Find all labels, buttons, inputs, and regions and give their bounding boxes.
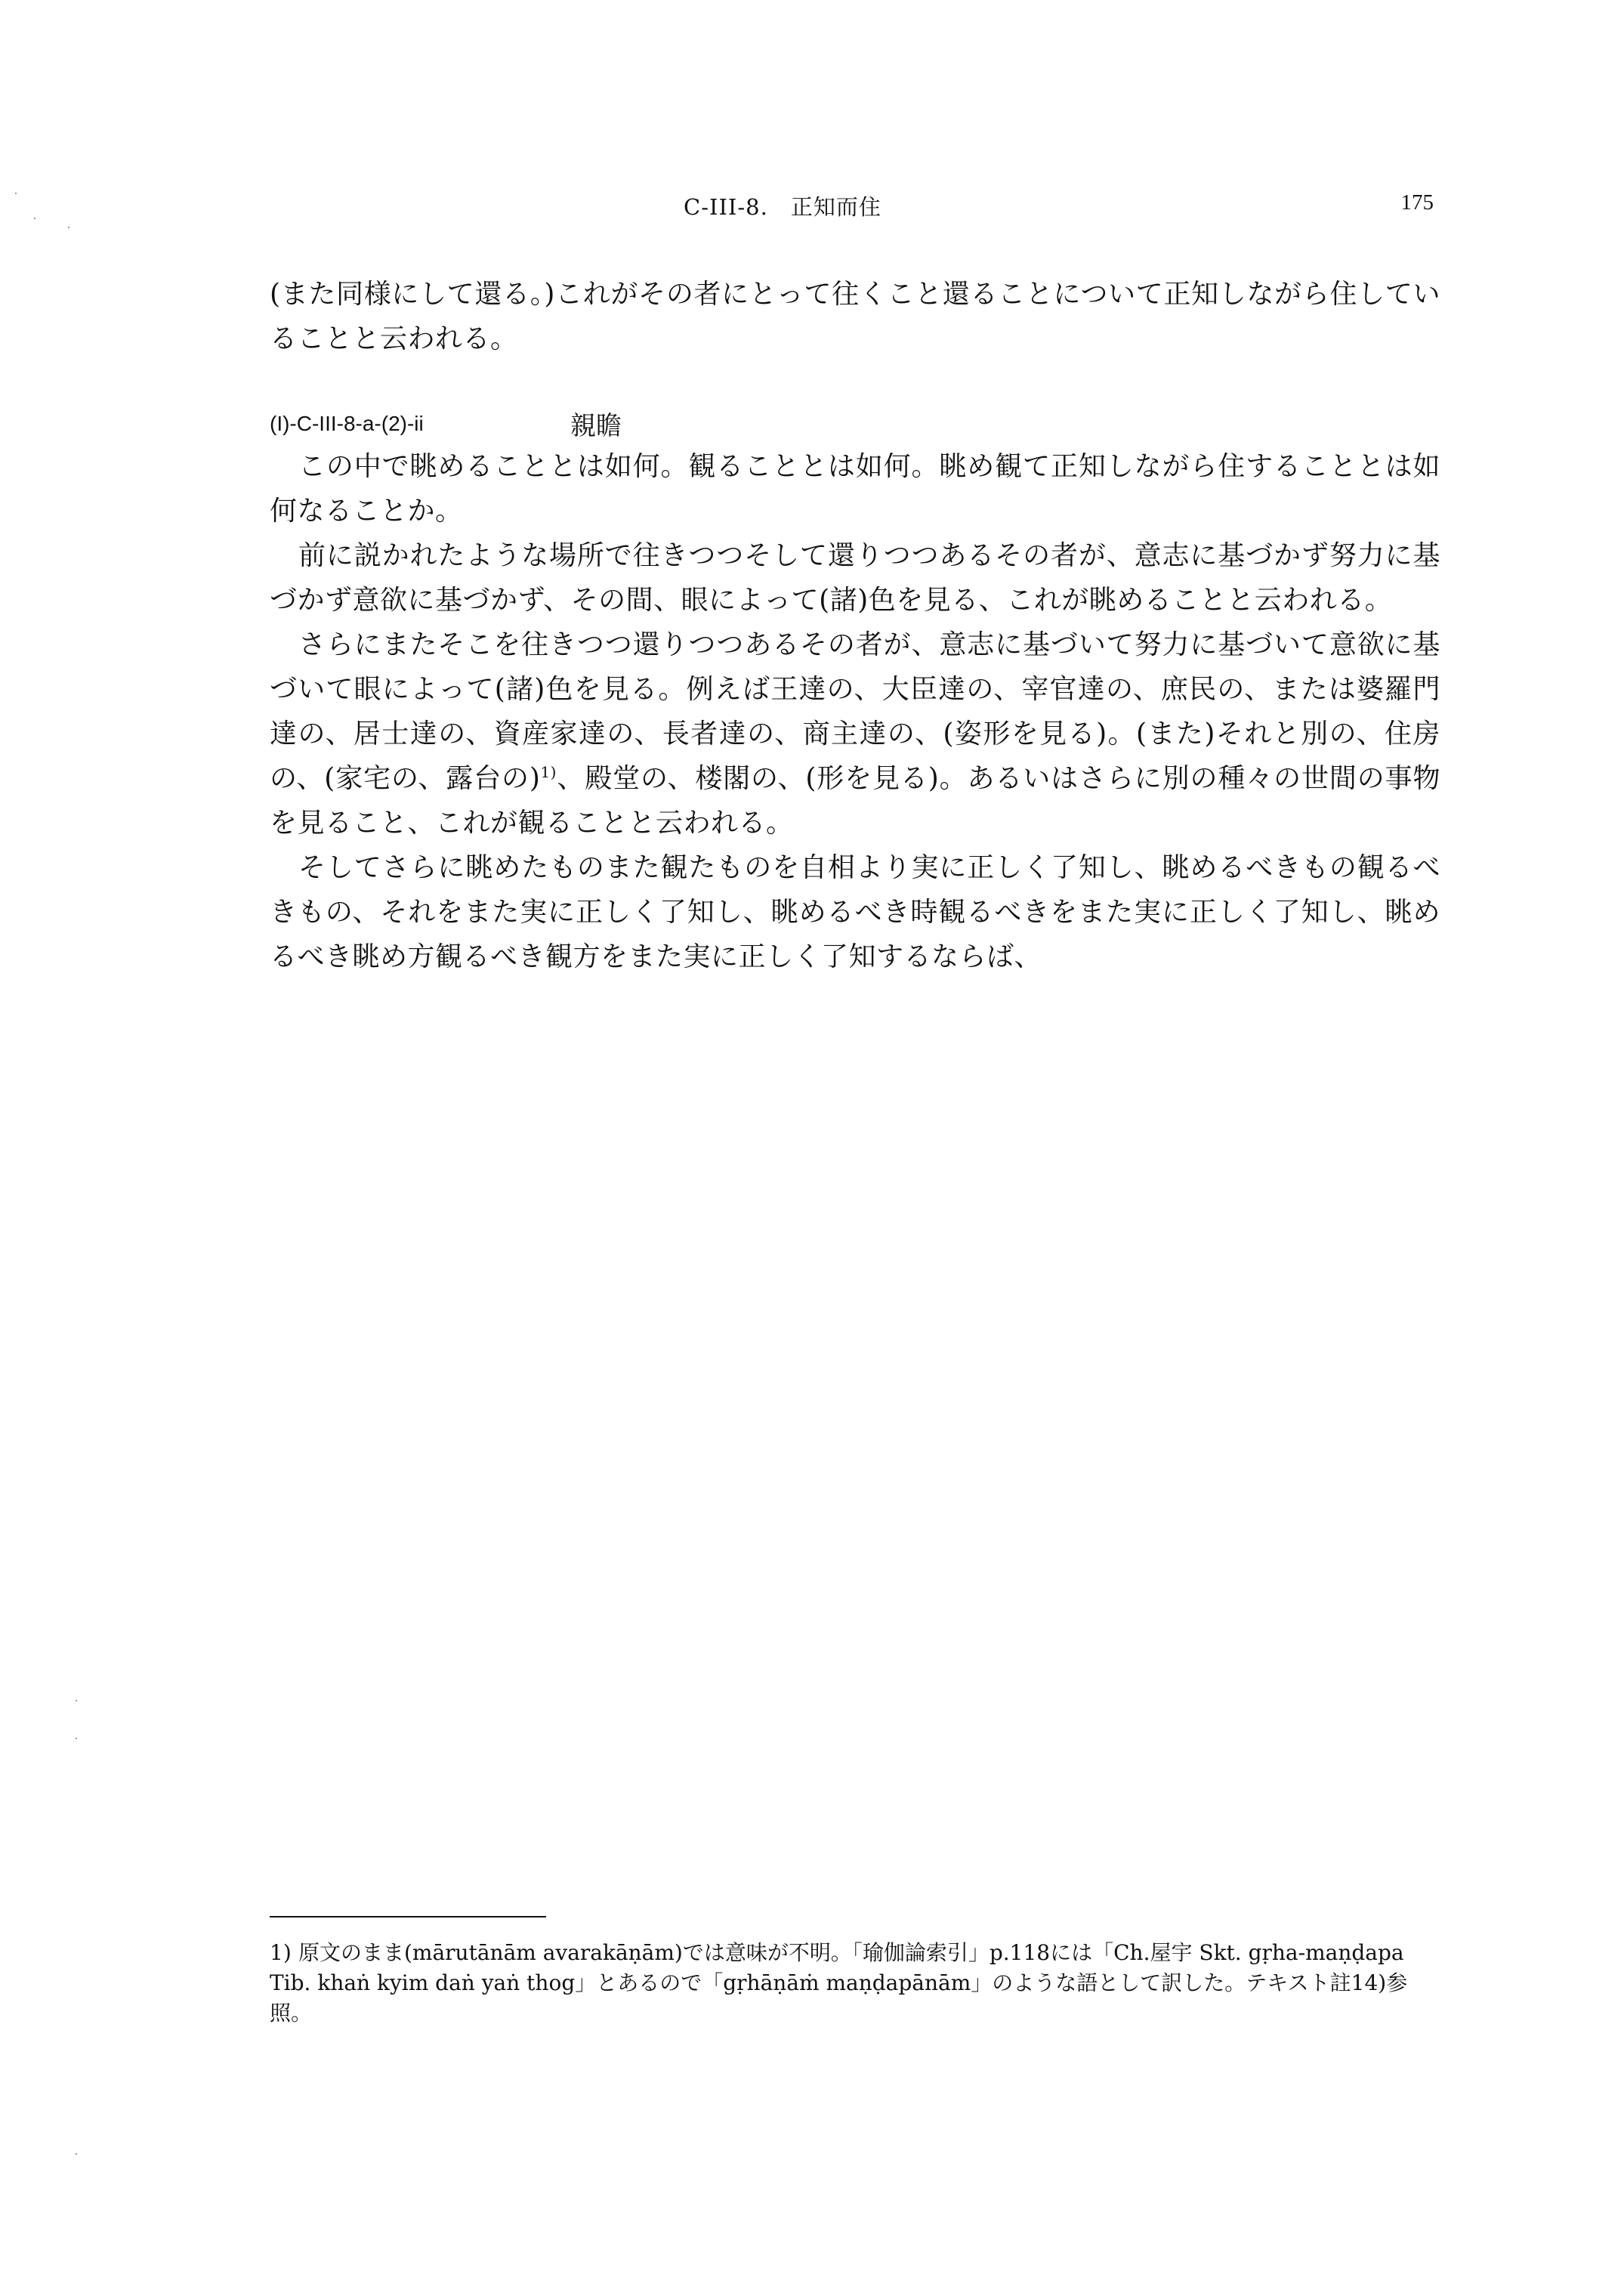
scan-speck: [76, 1700, 77, 1701]
section-heading: [270, 403, 1440, 444]
paragraph-4-part-a: さらにまたそこを往きつつ還りつつあるその者が、意志に基づいて努力に基づいて意欲に基づいて眼によって(諸)色を見る。例えば王達の、大臣達の、宰官達の、庶民の、または婆羅門達の、居士達の、資産家達の、長者達の、商主達の、(姿形を見る)。(また)それと別の、住房の、(家宅の、露台の): [270, 629, 1440, 794]
paragraph-4: [270, 623, 1440, 845]
footnote-divider: [270, 1916, 546, 1917]
footnote-label: 1): [270, 1940, 292, 1965]
scan-speck: [15, 193, 17, 194]
paragraph-3: 前に説かれたような場所で往きつつそして還りつつあるその者が、意志に基づかず努力に基づかず意欲に基づかず、その間、眼によって(諸)色を見る、これが眺めることと云われる。: [270, 540, 1440, 616]
footnote-text: 原文のまま(mārutānām avarakāṇām)では意味が不明。「瑜伽論索引」p.118には「Ch.屋宇 Skt. gṛha-maṇḍapa Tib. khaṅ kyim daṅ yaṅ thog」とあるので「gṛhāṇāṁ maṇḍapānām」のような語として訳した。テキスト註14)参照。: [270, 1940, 1408, 2026]
paragraph-4-part-b: 、殿堂の、楼閣の、(形を見る)。あるいはさらに別の種々の世間の事物を見ること、これが観ることと云われる。: [270, 763, 1440, 839]
footnote: [270, 1938, 1443, 2029]
page-number: 175: [1400, 190, 1434, 215]
scan-speck: [34, 218, 36, 219]
footnote-marker[interactable]: 1): [540, 763, 557, 781]
section-title: 親瞻: [570, 411, 622, 441]
scan-speck: [76, 1738, 77, 1739]
scan-margin-specks: [0, 0, 91, 2296]
running-title: C-III-8. 正知而住: [684, 194, 881, 220]
paragraph-2: この中で眺めることとは如何。観ることとは如何。眺め観て正知しながら住することとは如何なることか。: [270, 451, 1440, 527]
section-code: (I)-C-III-8-a-(2)-ii: [270, 411, 424, 435]
main-text: [270, 272, 1440, 979]
paragraph-1: (また同様にして還る。)これがその者にとって往くこと還ることについて正知しながら住していることと云われる。: [270, 279, 1440, 354]
scan-speck: [68, 227, 69, 228]
paragraph-5: そしてさらに眺めたものまた観たものを自相より実に正しく了知し、眺めるべきもの観るべきもの、それをまた実に正しく了知し、眺めるべき時観るべきをまた実に正しく了知し、眺めるべき眺め方観るべき観方をまた実に正しく了知するならば、: [270, 852, 1440, 972]
scan-speck: [76, 2153, 77, 2155]
page-header: [0, 190, 1624, 221]
